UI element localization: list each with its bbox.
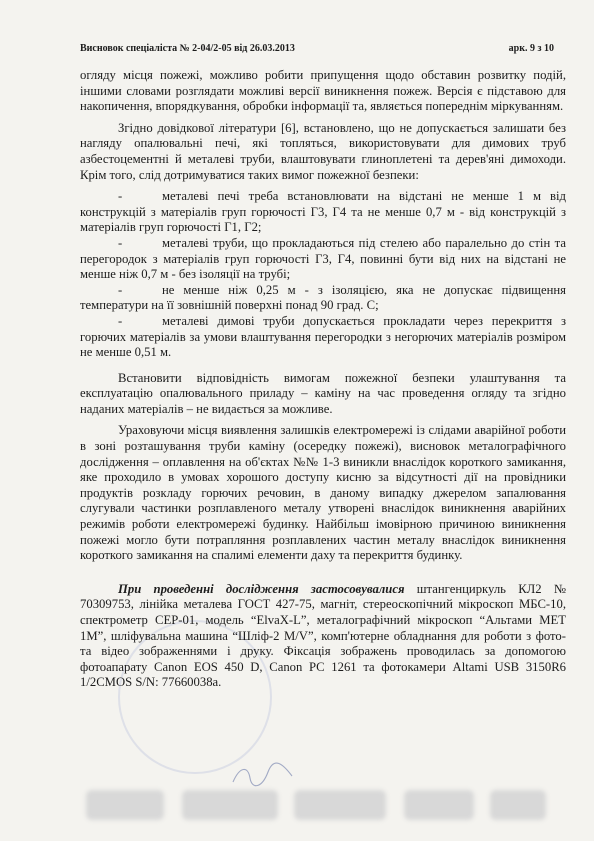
- equipment-lead: При проведенні дослідження застосовувалися: [118, 581, 405, 596]
- redacted-block: [490, 790, 546, 820]
- requirement-text: металеві димові труби допускається прокладати через перекриття з горючих матеріалів за умови влаштування перегородки з негорючих матеріалів розміром не менше 0,51 м.: [80, 313, 566, 360]
- paragraph-1: огляду місця пожежі, можливо робити припущення щодо обставин розвитку подій, іншими словами розглядати можливі версії виникнення пожеж. Версія є підставою для накопичення, впорядкування, обробки інформації та, являється попереднім міркуванням.: [80, 68, 566, 114]
- requirement-item: [80, 314, 566, 361]
- redacted-block: [294, 790, 386, 820]
- signature-mark: [228, 760, 298, 790]
- dash-marker: -: [118, 235, 123, 250]
- paragraph-3: Встановити відповідність вимогам пожежної безпеки улаштування та експлуатацію опалювального приладу – каміну на час проведення огляду та згідно наданих матеріалів – не видається за можливе.: [80, 370, 566, 416]
- requirement-item: [80, 189, 566, 236]
- dash-marker: -: [118, 189, 123, 204]
- requirement-item: [80, 236, 566, 283]
- requirement-text: металеві печі треба встановлювати на відстані не менше 1 м від конструкцій з матеріалів груп горючості Г3, Г4 та не менше 0,7 м - від конструкцій з матеріалів груп горючості Г1, Г2;: [80, 189, 566, 235]
- document-body: [80, 68, 566, 697]
- dash-marker: -: [118, 313, 123, 328]
- redacted-block: [404, 790, 474, 820]
- requirement-text: металеві труби, що прокладаються під стелею або паралельно до стін та перегородок з матеріалів груп горючості Г3, Г4, повинні бути від них на відстані не менше ніж 0,7 м - без ізоляції на трубі;: [80, 235, 566, 282]
- paragraph-5: [80, 582, 566, 691]
- equipment-text: штангенциркуль КЛ2 № 70309753, лінійка металева ГОСТ 427-75, магніт, стереоскопічний мікроскоп МБС-10, спектрометр СЕР-01, модель “ElvaX-L”, металографічний мікроскоп “Альтами МЕТ 1М”, шліфувальна машина “Шліф-2 М/V”, комп'ютерне обладнання для роботи з фото- та відео зображеннями і друку. Фіксація зображень проводилась за допомогою фотоапарату Canon EOS 450 D, Canon PC 1261 та фотокамери Altami USB 3150R6 1/2CMOS S/N: 77660038а.: [80, 581, 566, 690]
- paragraph-4: Ураховуючи місця виявлення залишків електромережі із слідами аварійної роботи в зоні розташування труби каміну (осередку пожежі), висновок металографічного дослідження – оплавлення на об'єктах №№ 1-3 виникли внаслідок короткого замикання, яке проходило в умовах хорошого доступу кисню за відсутності дії на провідники продуктів розкладу горючих речовин, в даному випадку джерелом запалювання слугували частинки розплавленого металу утворені внаслідок виникнення аварійних режимів роботи електромережі будинку. Найбільш імовірною причиною виникнення пожежі могло бути потрапляння розплавлених частин металу внаслідок виникнення короткого замикання на спалимі елементи даху та перекриття будинку.: [80, 423, 566, 563]
- redacted-block: [182, 790, 278, 820]
- redacted-signatures: [86, 790, 546, 822]
- page-number: арк. 9 з 10: [508, 43, 554, 54]
- dash-marker: -: [118, 282, 123, 297]
- requirements-list: [80, 189, 566, 361]
- redacted-block: [86, 790, 164, 820]
- paragraph-2: Згідно довідкової літератури [6], встановлено, що не допускається залишати без нагляду опалювальні печі, які топляться, використовувати для димових труб азбестоцементні й металеві труби, влаштовувати глиноплетені та дерев'яні димоходи. Крім того, слід дотримуватися таких вимог пожежної безпеки:: [80, 120, 566, 182]
- requirement-item: [80, 283, 566, 314]
- conclusion-title: Висновок спеціаліста № 2-04/2-05 від 26.03.2013: [80, 43, 295, 54]
- requirement-text: не менше ніж 0,25 м - з ізоляцією, яка не допускає підвищення температури на її зовнішній поверхні понад 90 град. С;: [80, 282, 566, 313]
